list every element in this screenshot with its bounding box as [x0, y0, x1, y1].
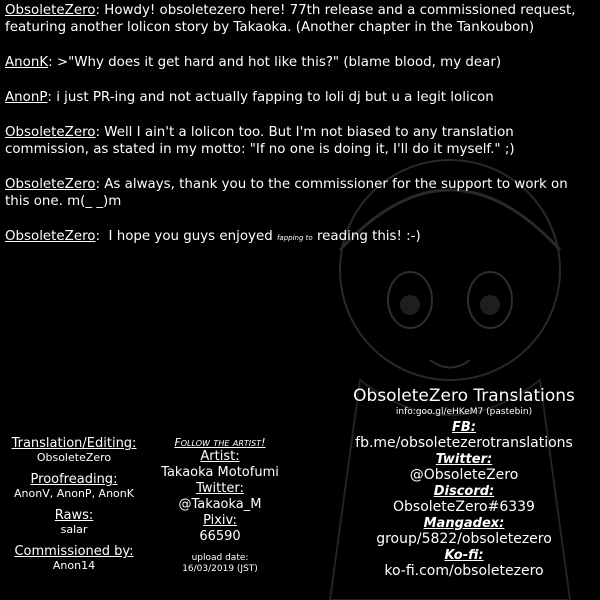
chat-message: AnonK: >"Why does it get hard and hot like this?" (blame blood, my dear): [5, 55, 502, 70]
staff-credits: [0, 436, 148, 572]
mangadex-label: Mangadex:: [423, 516, 505, 531]
group-info-link: info:goo.gl/eHKeM7 (pastebin): [395, 407, 533, 417]
message-text: >"Why does it get hard and hot like this?" (blame blood, my dear): [56, 55, 502, 70]
commissioned-label: Commissioned by:: [14, 544, 134, 559]
message-text: Well I ain't a lolicon too. But I'm not biased to any translation commission, as stated in my motto: "If no one is doing it, I'll do it myself." ;): [5, 125, 515, 157]
message-small-text: fapping to: [276, 234, 313, 242]
speaker-name: ObsoleteZero: [5, 125, 96, 140]
group-title: ObsoleteZero Translations: [353, 386, 575, 406]
message-text: I hope you guys enjoyed: [108, 229, 273, 244]
artist-name: Takaoka Motofumi: [161, 465, 279, 480]
upload-date-label: upload date:: [191, 553, 249, 563]
artist-pixiv-label: Pixiv:: [203, 513, 237, 528]
translation-label: Translation/Editing:: [11, 436, 137, 451]
group-info: [328, 386, 600, 580]
message-text: i just PR-ing and not actually fapping to loli dj but u a legit lolicon: [56, 90, 494, 105]
artist-credits: [140, 436, 300, 575]
chat-message: AnonP: i just PR-ing and not actually fapping to loli dj but u a legit lolicon: [5, 90, 494, 105]
mangadex-value: group/5822/obsoletezero: [376, 531, 552, 547]
artist-pixiv-id: 66590: [199, 529, 241, 544]
speaker-name: ObsoleteZero: [5, 3, 96, 18]
chat-message: ObsoleteZero: Howdy! obsoletezero here! 77th release and a commissioned request, featuring another lolicon story by Takaoka. (Another chapter in the Tankoubon): [5, 3, 576, 35]
raws-value: salar: [60, 523, 88, 536]
raws-label: Raws:: [54, 508, 94, 523]
artist-label: Artist:: [200, 449, 240, 464]
chat-message: ObsoleteZero: As always, thank you to the commissioner for the support to work on this one. m(_ _)m: [5, 177, 568, 209]
message-text: As always, thank you to the commissioner for the support to work on this one. m(_ _)m: [5, 177, 568, 209]
chat-message: ObsoleteZero: Well I ain't a lolicon too. But I'm not biased to any translation commission, as stated in my motto: "If no one is doing it, I'll do it myself." ;): [5, 125, 515, 157]
discord-label: Discord:: [433, 484, 495, 499]
follow-artist-heading: Follow the artist!: [174, 436, 266, 449]
speaker-name: AnonP: [5, 90, 48, 105]
artist-twitter-handle: @Takaoka_M: [178, 497, 262, 512]
discord-value: ObsoleteZero#6339: [393, 499, 535, 515]
message-text: Howdy! obsoletezero here! 77th release and a commissioned request, featuring another lolicon story by Takaoka. (Another chapter in the Tankoubon): [5, 3, 576, 35]
chat-log: [5, 2, 595, 265]
speaker-name: ObsoleteZero: [5, 229, 96, 244]
speaker-name: AnonK: [5, 55, 49, 70]
message-text: reading this! :-): [316, 229, 421, 244]
twitter-label: Twitter:: [435, 452, 493, 467]
upload-date-value: 16/03/2019 (JST): [182, 564, 258, 574]
translation-value: ObsoleteZero: [36, 451, 112, 464]
kofi-value: ko-fi.com/obsoletezero: [384, 563, 544, 579]
proofreading-label: Proofreading:: [30, 472, 118, 487]
fb-value: fb.me/obsoletezerotranslations: [355, 435, 573, 451]
twitter-value: @ObsoleteZero: [409, 467, 519, 483]
kofi-label: Ko-fi:: [444, 548, 484, 563]
artist-twitter-label: Twitter:: [196, 481, 244, 496]
fb-label: FB:: [452, 420, 476, 435]
proofreading-value: AnonV, AnonP, AnonK: [14, 487, 134, 500]
speaker-name: ObsoleteZero: [5, 177, 96, 192]
chat-message: ObsoleteZero: I hope you guys enjoyed fapping to reading this! :-): [5, 229, 421, 244]
commissioned-value: Anon14: [52, 559, 96, 572]
